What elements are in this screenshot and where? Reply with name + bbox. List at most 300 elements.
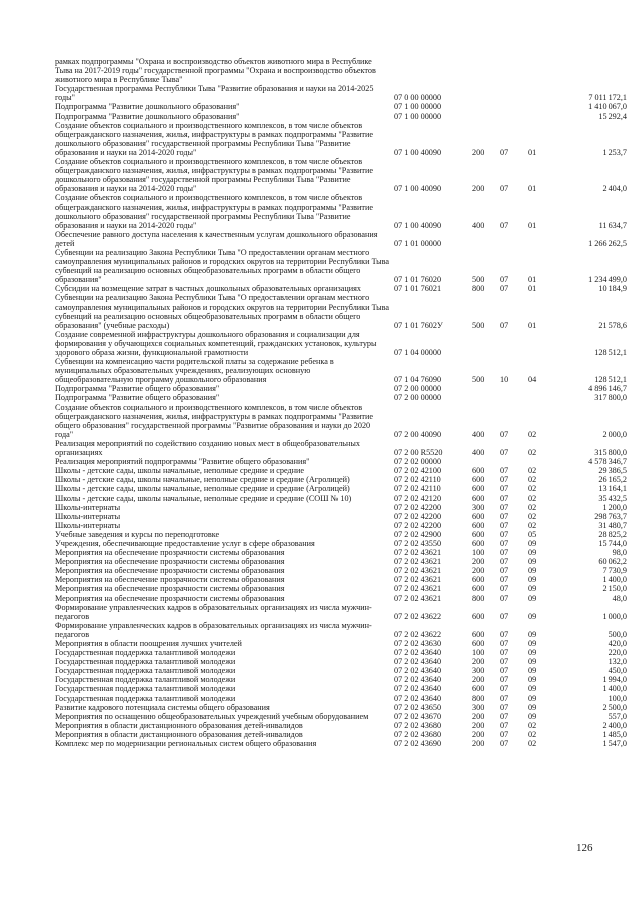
row-amount: 48,0 (612, 593, 627, 603)
row-section: 07 (500, 475, 509, 485)
row-subsection: 09 (528, 575, 537, 585)
row-code: 07 1 01 00000 (394, 238, 442, 248)
row-subsection: 09 (528, 548, 537, 558)
row-name: Субсидии на возмещение затрат в частных дошкольных образовательных организациях (55, 284, 361, 294)
row-subsection: 01 (528, 184, 537, 194)
row-subsection: 02 (528, 475, 537, 485)
row-section: 07 (500, 593, 509, 603)
row-code: 07 1 00 00000 (394, 111, 442, 121)
row-section: 07 (500, 648, 509, 658)
row-name: Формирование управленческих кадров в образовательных организациях из числа мужчин-педагогов (55, 620, 372, 639)
table-row (55, 466, 627, 475)
row-subsection: 04 (528, 375, 537, 385)
table-row (55, 439, 627, 457)
row-expense-type: 600 (472, 529, 485, 539)
row-subsection: 09 (528, 648, 537, 658)
row-amount: 1 253,7 (602, 147, 627, 157)
row-subsection: 09 (528, 566, 537, 576)
row-expense-type (472, 84, 500, 102)
row-name: Подпрограмма "Развитие дошкольного образования" (55, 111, 240, 121)
row-section: 07 (500, 711, 509, 721)
row-section: 07 (500, 448, 509, 458)
row-amount: 7 011 172,1 (588, 93, 627, 103)
row-code: 07 2 02 43630 (394, 639, 442, 648)
row-expense-type: 600 (472, 584, 485, 594)
row-name: Подпрограмма "Развитие общего образования" (55, 384, 220, 394)
table-row (55, 512, 627, 521)
row-section: 07 (500, 666, 509, 676)
row-name: Школы - детские сады, школы начальные, неполные средние и средние (55, 466, 305, 476)
row-expense-type (472, 393, 500, 402)
row-subsection (528, 330, 552, 357)
row-section (500, 330, 528, 357)
row-name: Создание объектов социального и производственного комплексов, в том числе объектов общегражданского назначения, жилья, инфраструктуры в рамках подпрограммы "Развитие дошкольного образования" государственной программы Республики Тыва "Развитие образования и науки на 2014-2020 годы" (55, 120, 374, 157)
table-row (55, 548, 627, 557)
row-name: рамках подпрограммы "Охрана и воспроизводство объектов животного мира в Республике Тыва на 2017-2019 годы" государственной программы "Охрана и воспроизводство объектов животного мира в Республике Тыва" (55, 57, 376, 85)
row-code (394, 57, 472, 84)
table-row (55, 639, 627, 648)
row-code: 07 2 02 43621 (394, 548, 442, 558)
table-row (55, 384, 627, 393)
row-amount: 2 150,0 (602, 584, 627, 594)
row-amount: 128 512,1 (594, 375, 627, 385)
table-row (55, 621, 627, 639)
row-name: Государственная программа Республики Тыва "Развитие образования и науки на 2014-2025 годы" (55, 84, 374, 103)
row-amount: 298 763,7 (594, 511, 627, 521)
row-subsection: 02 (528, 502, 537, 512)
table-row (55, 121, 627, 157)
row-amount: 13 164,1 (598, 484, 627, 494)
row-name: Создание объектов социального и производственного комплексов, в том числе объектов общегражданского назначения, жилья, инфраструктуры в рамках подпрограммы "Развитие дошкольного образования" государственной программы Республики Тыва "Развитие образования и науки на 2014-2020 годы" (55, 157, 374, 194)
row-amount: 98,0 (612, 548, 627, 558)
row-code: 07 2 02 42200 (394, 502, 442, 512)
table-row (55, 703, 627, 712)
row-amount: 1 485,0 (602, 729, 627, 739)
table-row (55, 603, 627, 621)
row-section: 07 (500, 566, 509, 576)
row-name: Мероприятия на обеспечение прозрачности системы образования (55, 575, 285, 585)
row-amount: 132,0 (608, 657, 627, 667)
row-code: 07 1 00 40090 (394, 184, 442, 194)
row-section: 07 (500, 320, 509, 330)
row-code: 07 2 02 43640 (394, 648, 442, 658)
row-section (500, 112, 528, 121)
table-row (55, 293, 627, 329)
row-section: 10 (500, 375, 509, 385)
row-subsection: 02 (528, 493, 537, 503)
row-section: 07 (500, 466, 509, 476)
row-expense-type: 600 (472, 484, 485, 494)
row-name: Школы - детские сады, школы начальные, неполные средние и средние (СОШ № 10) (55, 493, 352, 503)
row-code: 07 2 02 42120 (394, 493, 442, 503)
row-code: 07 2 02 43622 (394, 629, 442, 639)
row-amount: 60 062,2 (598, 557, 627, 567)
row-section: 07 (500, 520, 509, 530)
row-name: Формирование управленческих кадров в образовательных организациях из числа мужчин-педагогов (55, 602, 372, 621)
row-name: Подпрограмма "Развитие общего образования" (55, 393, 220, 403)
row-expense-type: 600 (472, 538, 485, 548)
table-row (55, 575, 627, 584)
row-code: 07 2 02 43621 (394, 566, 442, 576)
row-name: Развитие кадрового потенциала системы общего образования (55, 702, 270, 712)
row-amount: 15 744,0 (598, 538, 627, 548)
row-code: 07 1 00 40090 (394, 220, 442, 230)
row-subsection (528, 57, 552, 84)
row-name: Школы-интернаты (55, 520, 121, 530)
row-expense-type: 600 (472, 684, 485, 694)
table-row (55, 730, 627, 739)
row-code: 07 2 02 42100 (394, 466, 442, 476)
row-name: Мероприятия в области поощрения лучших учителей (55, 639, 242, 648)
budget-table-body (55, 57, 627, 748)
table-row (55, 584, 627, 593)
row-subsection: 09 (528, 666, 537, 676)
row-code: 07 2 02 43680 (394, 720, 442, 730)
row-expense-type: 600 (472, 475, 485, 485)
row-section: 07 (500, 557, 509, 567)
row-subsection (528, 457, 552, 466)
row-subsection: 09 (528, 557, 537, 567)
row-amount: 7 730,9 (602, 566, 627, 576)
row-code: 07 2 02 43690 (394, 739, 442, 749)
row-name: Учреждения, обеспечивающие предоставление услуг в сфере образования (55, 538, 315, 548)
row-expense-type: 200 (472, 729, 485, 739)
row-subsection: 02 (528, 729, 537, 739)
row-code: 07 2 02 42110 (394, 475, 441, 485)
row-expense-type: 800 (472, 593, 485, 603)
row-amount: 557,0 (608, 711, 627, 721)
row-section (500, 57, 528, 84)
row-amount: 450,0 (608, 666, 627, 676)
row-amount: 15 292,4 (598, 111, 627, 121)
row-code: 07 1 01 76020 (394, 275, 442, 285)
table-row (55, 457, 627, 466)
row-section: 07 (500, 657, 509, 667)
row-code: 07 2 02 43621 (394, 557, 442, 567)
row-expense-type: 500 (472, 275, 485, 285)
table-row (55, 84, 627, 102)
table-row (55, 566, 627, 575)
row-code: 07 2 02 43670 (394, 711, 442, 721)
row-section: 07 (500, 284, 509, 294)
row-section (500, 102, 528, 111)
row-code: 07 1 01 76021 (394, 284, 442, 294)
row-section: 07 (500, 639, 509, 648)
row-section: 07 (500, 629, 509, 639)
table-row (55, 675, 627, 684)
row-amount (552, 57, 627, 84)
row-section: 07 (500, 529, 509, 539)
row-amount: 2 000,0 (602, 429, 627, 439)
row-code: 07 2 02 43640 (394, 666, 442, 676)
row-name: Подпрограмма "Развитие дошкольного образования" (55, 102, 240, 112)
row-name: Школы-интернаты (55, 511, 121, 521)
row-subsection: 02 (528, 720, 537, 730)
row-amount: 26 165,2 (598, 475, 627, 485)
row-code: 07 2 00 R5520 (394, 448, 443, 458)
table-row (55, 666, 627, 675)
row-expense-type: 600 (472, 639, 485, 648)
row-subsection: 02 (528, 511, 537, 521)
row-amount: 500,0 (608, 629, 627, 639)
row-amount: 2 404,0 (602, 184, 627, 194)
table-row (55, 330, 627, 357)
table-row (55, 739, 627, 748)
table-row (55, 284, 627, 293)
row-name: Комплекс мер по модернизации региональных систем общего образования (55, 739, 317, 749)
row-expense-type: 300 (472, 502, 485, 512)
row-expense-type (472, 102, 500, 111)
row-subsection: 05 (528, 529, 537, 539)
row-expense-type: 600 (472, 466, 485, 476)
row-section (500, 393, 528, 402)
row-expense-type: 100 (472, 548, 485, 558)
row-subsection: 01 (528, 275, 537, 285)
row-expense-type: 600 (472, 520, 485, 530)
row-amount: 11 634,7 (598, 220, 627, 230)
row-expense-type: 200 (472, 184, 485, 194)
row-code: 07 2 02 43640 (394, 693, 442, 703)
row-code: 07 1 00 40090 (394, 147, 442, 157)
row-section: 07 (500, 684, 509, 694)
row-amount: 1 547,0 (602, 739, 627, 749)
row-name: Мероприятия на обеспечение прозрачности системы образования (55, 584, 285, 594)
row-code: 07 2 02 42200 (394, 511, 442, 521)
row-name: Государственная поддержка талантливой молодежи (55, 675, 236, 685)
row-expense-type: 200 (472, 675, 485, 685)
row-code: 07 2 02 43621 (394, 575, 442, 585)
row-section: 07 (500, 548, 509, 558)
row-code: 07 2 02 43621 (394, 593, 442, 603)
row-name: Субвенции на реализацию Закона Республики Тыва "О предоставлении органам местного самоуправления муниципальных районов и городских округов на территории Республики Тыва субвенций на реализацию основных общеобразовательных программ в области общего образования" (учебные расходы) (55, 293, 390, 330)
row-section: 07 (500, 584, 509, 594)
table-row (55, 503, 627, 512)
row-expense-type: 300 (472, 666, 485, 676)
table-row (55, 530, 627, 539)
table-row (55, 403, 627, 439)
row-subsection (528, 393, 552, 402)
row-expense-type: 400 (472, 429, 485, 439)
row-section (500, 384, 528, 393)
row-expense-type: 600 (472, 575, 485, 585)
row-expense-type: 200 (472, 720, 485, 730)
row-subsection: 09 (528, 684, 537, 694)
row-code: 07 2 02 00000 (394, 457, 442, 467)
row-amount: 1 400,0 (602, 575, 627, 585)
table-row (55, 484, 627, 493)
row-amount: 4 896 146,7 (588, 384, 627, 394)
row-code: 07 1 04 76090 (394, 375, 442, 385)
row-section: 07 (500, 693, 509, 703)
row-expense-type: 600 (472, 611, 485, 621)
row-expense-type: 400 (472, 448, 485, 458)
row-name: Государственная поддержка талантливой молодежи (55, 693, 236, 703)
row-code: 07 0 00 00000 (394, 93, 442, 103)
row-name: Обеспечение равного доступа населения к качественным услугам дошкольного образования детей (55, 229, 378, 248)
row-amount: 1 234 499,0 (588, 275, 627, 285)
row-amount: 10 184,9 (598, 284, 627, 294)
table-row (55, 557, 627, 566)
row-code: 07 2 00 00000 (394, 384, 442, 394)
row-amount: 31 480,7 (598, 520, 627, 530)
row-name: Субвенции на реализацию Закона Республики Тыва "О предоставлении органам местного самоуправления муниципальных районов и городских округов на территории Республики Тыва субвенций на реализацию основных общеобразовательных программ в области общего образования" (55, 247, 390, 285)
budget-table (55, 57, 627, 748)
row-code: 07 2 02 43640 (394, 675, 442, 685)
row-subsection: 09 (528, 584, 537, 594)
row-expense-type: 200 (472, 657, 485, 667)
row-expense-type: 200 (472, 566, 485, 576)
row-code: 07 2 00 00000 (394, 393, 442, 403)
row-code: 07 2 02 43622 (394, 611, 442, 621)
row-subsection: 09 (528, 593, 537, 603)
table-row (55, 357, 627, 384)
row-amount: 420,0 (608, 639, 627, 648)
row-section (500, 457, 528, 466)
row-amount: 317 800,0 (594, 393, 627, 403)
row-section: 07 (500, 611, 509, 621)
row-name: Реализация мероприятий подпрограммы "Развитие общего образования" (55, 457, 310, 467)
row-subsection: 02 (528, 520, 537, 530)
table-row (55, 193, 627, 229)
row-subsection: 09 (528, 711, 537, 721)
row-subsection: 02 (528, 484, 537, 494)
table-row (55, 393, 627, 402)
row-section: 07 (500, 702, 509, 712)
row-amount: 35 432,5 (598, 493, 627, 503)
row-amount: 2 400,0 (602, 720, 627, 730)
row-expense-type: 200 (472, 711, 485, 721)
row-subsection: 09 (528, 693, 537, 703)
row-section: 07 (500, 739, 509, 749)
row-section: 07 (500, 184, 509, 194)
row-amount: 220,0 (608, 648, 627, 658)
row-amount: 128 512,1 (594, 348, 627, 357)
row-code: 07 1 00 00000 (394, 102, 442, 112)
page-number: 126 (576, 842, 593, 854)
row-name: Государственная поддержка талантливой молодежи (55, 657, 236, 667)
row-code: 07 2 02 42200 (394, 520, 442, 530)
row-name: Создание объектов социального и производственного комплексов, в том числе объектов общегражданского назначения, жилья, инфраструктуры в рамках подпрограммы "Развитие дошкольного образования" государственной программы Республики Тыва "Развитие образования и науки на 2014-2020 годы" (55, 193, 374, 230)
table-row (55, 57, 627, 84)
row-subsection: 09 (528, 702, 537, 712)
row-code: 07 2 02 42900 (394, 529, 442, 539)
row-amount: 1 994,0 (602, 675, 627, 685)
row-expense-type: 100 (472, 648, 485, 658)
row-subsection: 09 (528, 611, 537, 621)
row-amount: 1 410 067,0 (588, 102, 627, 112)
row-amount: 100,0 (608, 693, 627, 703)
row-code: 07 1 04 00000 (394, 348, 442, 357)
row-section: 07 (500, 502, 509, 512)
row-subsection: 09 (528, 657, 537, 667)
row-name: Мероприятия на обеспечение прозрачности системы образования (55, 557, 285, 567)
table-row (55, 721, 627, 730)
row-subsection: 01 (528, 320, 537, 330)
row-name: Создание современной инфраструктуры дошкольного образования и социализации для формирования у обучающихся социальных компетенций, гражданских установок, культуры здорового образа жизни, функциональной грамотности (55, 329, 377, 357)
row-name: Государственная поддержка талантливой молодежи (55, 648, 236, 658)
row-expense-type (472, 384, 500, 393)
table-row (55, 539, 627, 548)
table-row (55, 694, 627, 703)
row-subsection (528, 84, 552, 102)
row-name: Учебные заведения и курсы по переподготовке (55, 529, 220, 539)
row-subsection: 01 (528, 220, 537, 230)
table-row (55, 648, 627, 657)
table-row (55, 102, 627, 111)
row-amount: 21 578,6 (598, 320, 627, 330)
row-expense-type: 800 (472, 284, 485, 294)
row-name: Школы - детские сады, школы начальные, неполные средние и средние (Агролицей) (55, 484, 350, 494)
table-row (55, 157, 627, 193)
table-row (55, 657, 627, 666)
row-expense-type (472, 57, 500, 84)
row-subsection: 02 (528, 429, 537, 439)
row-name: Школы - детские сады, школы начальные, неполные средние и средние (Агролицей) (55, 475, 350, 485)
row-code: 07 1 01 7602У (394, 320, 443, 330)
row-subsection: 09 (528, 675, 537, 685)
row-section: 07 (500, 575, 509, 585)
row-name: Мероприятия в области дистанционного образования детей-инвалидов (55, 729, 303, 739)
row-section: 07 (500, 511, 509, 521)
row-name: Мероприятия на обеспечение прозрачности системы образования (55, 593, 285, 603)
row-expense-type (472, 112, 500, 121)
row-name: Субвенции на компенсацию части родительской платы за содержание ребенка в муниципальных образовательных учреждениях, реализующих основную общеобразовательную программу дошкольного образования (55, 357, 334, 385)
budget-document (55, 57, 627, 748)
row-amount: 2 500,0 (602, 702, 627, 712)
row-subsection: 09 (528, 538, 537, 548)
row-code: 07 2 02 43640 (394, 684, 442, 694)
row-section (500, 84, 528, 102)
row-name: Мероприятия по оснащению общеобразовательных учреждений учебным оборудованием (55, 711, 369, 721)
row-section (500, 230, 528, 248)
row-name: Школы-интернаты (55, 502, 121, 512)
row-expense-type: 200 (472, 557, 485, 567)
row-name: Мероприятия в области дистанционного образования детей-инвалидов (55, 720, 303, 730)
row-name: Мероприятия на обеспечение прозрачности системы образования (55, 548, 285, 558)
row-subsection (528, 112, 552, 121)
row-section: 07 (500, 429, 509, 439)
row-section: 07 (500, 675, 509, 685)
row-expense-type: 200 (472, 739, 485, 749)
table-row (55, 248, 627, 284)
row-amount: 315 800,0 (594, 448, 627, 458)
row-subsection (528, 384, 552, 393)
row-name: Государственная поддержка талантливой молодежи (55, 666, 236, 676)
row-section: 07 (500, 493, 509, 503)
row-amount: 1 000,0 (602, 611, 627, 621)
row-expense-type (472, 457, 500, 466)
row-code: 07 2 02 42110 (394, 484, 441, 494)
table-row (55, 494, 627, 503)
table-row (55, 684, 627, 693)
table-row (55, 230, 627, 248)
row-code: 07 2 02 43621 (394, 584, 442, 594)
row-subsection (528, 102, 552, 111)
row-subsection: 01 (528, 147, 537, 157)
row-amount: 1 400,0 (602, 684, 627, 694)
row-subsection (528, 230, 552, 248)
row-expense-type: 300 (472, 702, 485, 712)
row-code: 07 2 02 43650 (394, 702, 442, 712)
table-row (55, 594, 627, 603)
table-row (55, 521, 627, 530)
row-section: 07 (500, 275, 509, 285)
row-expense-type: 400 (472, 220, 485, 230)
row-subsection: 01 (528, 284, 537, 294)
row-amount: 4 578 346,7 (588, 457, 627, 467)
row-name: Мероприятия на обеспечение прозрачности системы образования (55, 566, 285, 576)
row-expense-type: 600 (472, 493, 485, 503)
